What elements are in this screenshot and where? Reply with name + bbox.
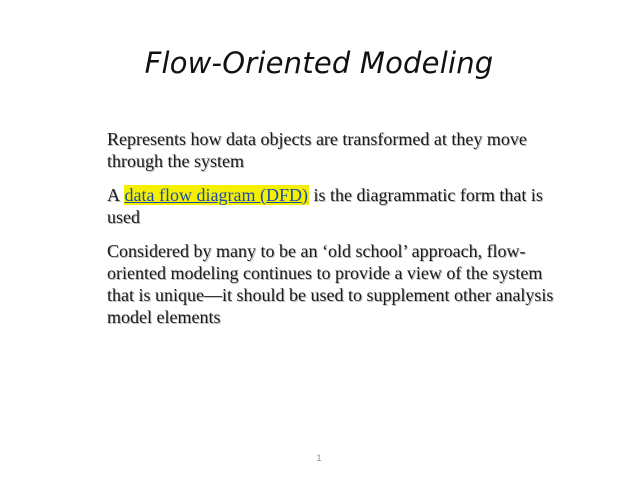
bullet-representation: Represents how data objects are transformed at they move through the system bbox=[107, 129, 527, 171]
bullet-dfd bbox=[107, 184, 567, 228]
bullet-old-school-approach: Considered by many to be an ‘old school’ approach, flow-oriented modeling continues to provide a view of the system that is unique—it should be used to supplement other analysis model elements bbox=[107, 241, 554, 327]
bullet-dfd-suffix: is the diagrammatic form that is used bbox=[107, 185, 543, 227]
bullet-list bbox=[107, 128, 567, 340]
page-number: 1 bbox=[316, 453, 322, 463]
data-flow-diagram-link[interactable]: data flow diagram (DFD) bbox=[124, 185, 308, 205]
bullet-dfd-prefix: A bbox=[107, 185, 124, 205]
slide-title: Flow-Oriented Modeling bbox=[144, 46, 494, 80]
